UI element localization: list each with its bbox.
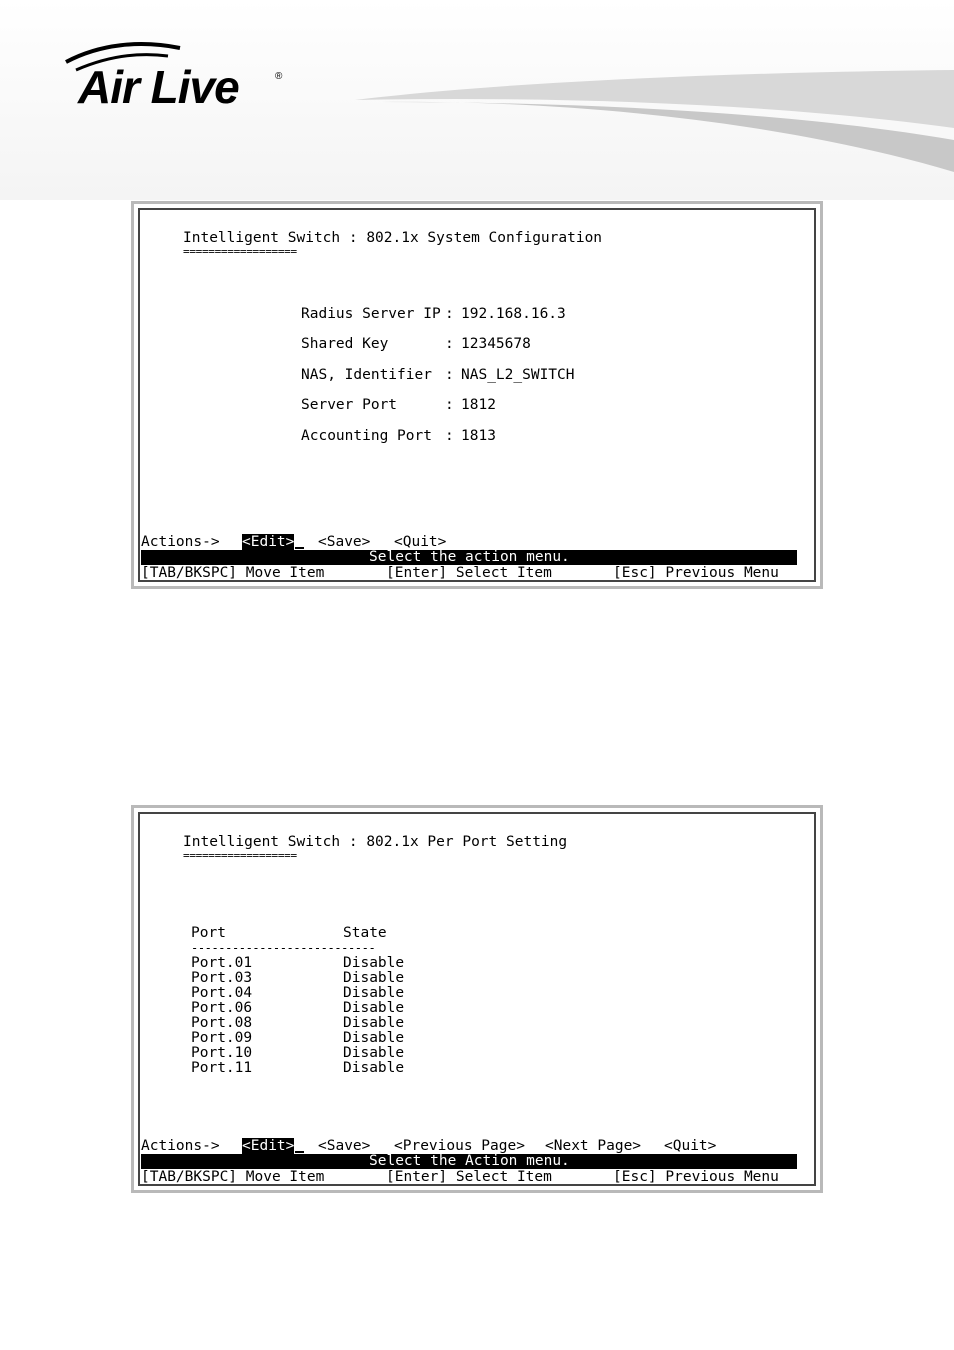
accounting-port-field[interactable]: 1813 <box>461 428 496 444</box>
terminal-screen <box>138 812 816 1186</box>
quit-action-button[interactable]: <Quit> <box>664 1138 717 1154</box>
help-previous-menu: [Esc] Previous Menu <box>613 1169 779 1185</box>
state-cell[interactable]: Disable <box>343 985 405 1001</box>
title-underline: ================== <box>183 245 297 258</box>
field-colon: : <box>445 428 454 444</box>
field-colon: : <box>445 306 454 322</box>
terminal-window-system-config <box>131 201 823 589</box>
table-divider: --------------------------- <box>191 941 376 955</box>
previous-page-action-button[interactable]: <Previous Page> <box>394 1138 525 1154</box>
title-underline: ================== <box>183 849 297 862</box>
port-cell[interactable]: Port.03 <box>191 970 253 986</box>
help-previous-menu: [Esc] Previous Menu <box>613 565 779 581</box>
state-cell[interactable]: Disable <box>343 1045 405 1061</box>
help-move-item: [TAB/BKSPC] Move Item <box>141 565 325 581</box>
server-port-field[interactable]: 1812 <box>461 397 496 413</box>
port-cell[interactable]: Port.10 <box>191 1045 253 1061</box>
shared-key-field[interactable]: 12345678 <box>461 336 531 352</box>
help-select-item: [Enter] Select Item <box>386 1169 552 1185</box>
airlive-logo: Air Live <box>78 61 239 113</box>
field-label-server-port: Server Port <box>301 397 398 413</box>
status-bar <box>141 1154 797 1169</box>
nas-identifier-field[interactable]: NAS_L2_SWITCH <box>461 367 575 383</box>
edit-action-button[interactable]: <Edit> <box>242 1138 295 1154</box>
screen-title: Intelligent Switch : 802.1x System Configuration <box>183 230 603 246</box>
text-cursor <box>295 547 304 549</box>
port-cell[interactable]: Port.06 <box>191 1000 253 1016</box>
registered-mark: ® <box>275 71 283 82</box>
port-cell[interactable]: Port.11 <box>191 1060 253 1076</box>
help-move-item: [TAB/BKSPC] Move Item <box>141 1169 325 1185</box>
next-page-action-button[interactable]: <Next Page> <box>545 1138 642 1154</box>
terminal-screen <box>138 208 816 582</box>
status-message: Select the action menu. <box>369 549 570 565</box>
screen-title: Intelligent Switch : 802.1x Per Port Setting <box>183 834 568 850</box>
terminal-window-per-port-setting <box>131 805 823 1193</box>
port-cell[interactable]: Port.01 <box>191 955 253 971</box>
actions-label: Actions-> <box>141 534 220 550</box>
radius-server-ip-field[interactable]: 192.168.16.3 <box>461 306 566 322</box>
column-header-port: Port <box>191 925 226 941</box>
actions-label: Actions-> <box>141 1138 220 1154</box>
field-label-nas-identifier: NAS, Identifier <box>301 367 432 383</box>
state-cell[interactable]: Disable <box>343 1015 405 1031</box>
page-header <box>0 0 954 200</box>
state-cell[interactable]: Disable <box>343 1060 405 1076</box>
quit-action-button[interactable]: <Quit> <box>394 534 447 550</box>
column-header-state: State <box>343 925 387 941</box>
field-colon: : <box>445 367 454 383</box>
save-action-button[interactable]: <Save> <box>318 534 371 550</box>
port-cell[interactable]: Port.09 <box>191 1030 253 1046</box>
save-action-button[interactable]: <Save> <box>318 1138 371 1154</box>
port-cell[interactable]: Port.08 <box>191 1015 253 1031</box>
status-bar <box>141 550 797 565</box>
field-colon: : <box>445 336 454 352</box>
field-colon: : <box>445 397 454 413</box>
state-cell[interactable]: Disable <box>343 970 405 986</box>
edit-action-button[interactable]: <Edit> <box>242 534 295 550</box>
field-label-shared-key: Shared Key <box>301 336 389 352</box>
state-cell[interactable]: Disable <box>343 1030 405 1046</box>
state-cell[interactable]: Disable <box>343 1000 405 1016</box>
port-cell[interactable]: Port.04 <box>191 985 253 1001</box>
field-label-radius-server-ip: Radius Server IP <box>301 306 441 322</box>
help-select-item: [Enter] Select Item <box>386 565 552 581</box>
text-cursor <box>295 1151 304 1153</box>
state-cell[interactable]: Disable <box>343 955 405 971</box>
status-message: Select the Action menu. <box>369 1153 570 1169</box>
field-label-accounting-port: Accounting Port <box>301 428 432 444</box>
